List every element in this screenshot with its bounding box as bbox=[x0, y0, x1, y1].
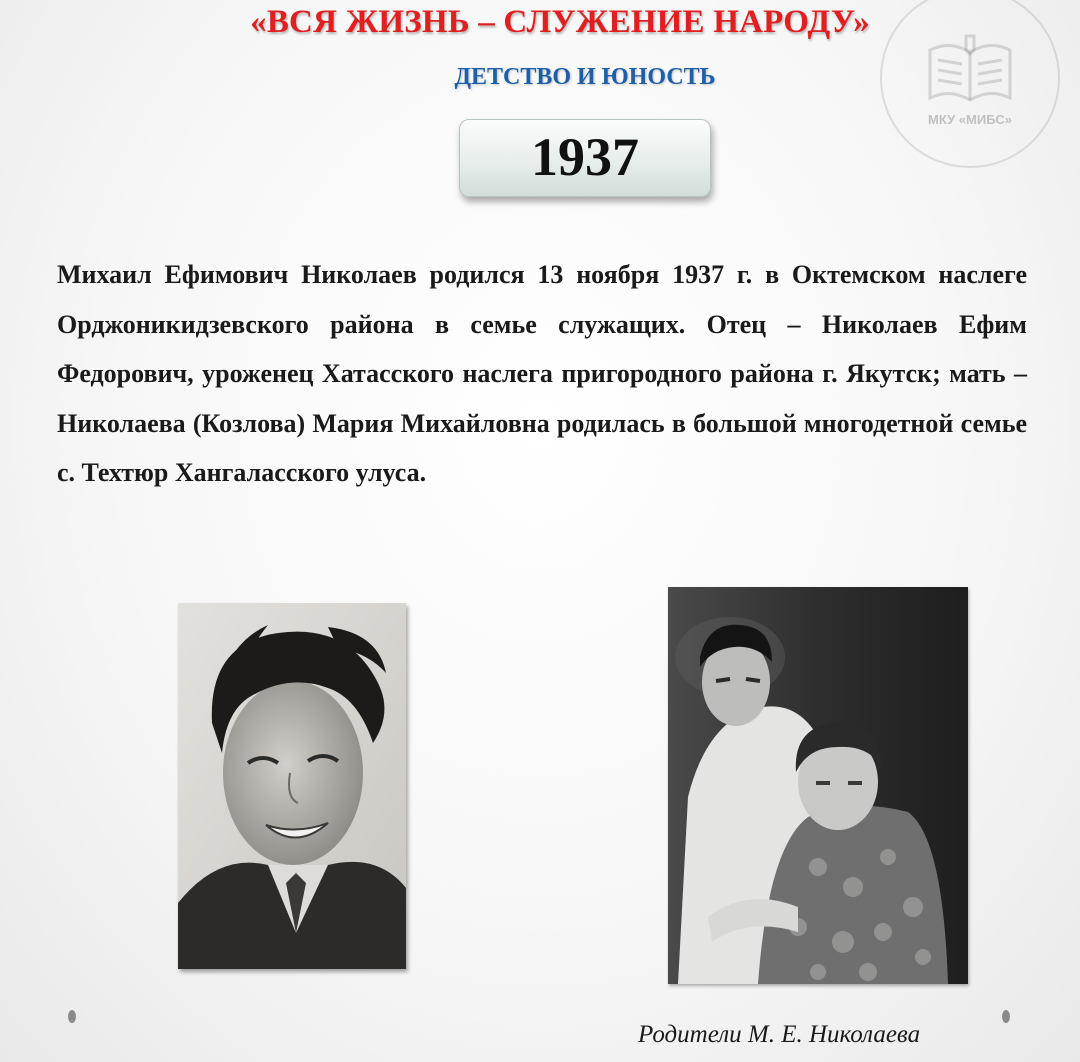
library-stamp-watermark bbox=[880, 0, 1060, 168]
year-badge bbox=[459, 119, 711, 197]
parents-photo bbox=[668, 587, 968, 984]
biography-paragraph: Михаил Ефимович Николаев родился 13 ноября 1937 г. в Октемском наслеге Орджоникидзевского района в семье служащих. Отец – Николаев Ефим Федорович, уроженец Хатасского наслега пригородного района г. Якутск; мать – Николаева (Козлова) Мария Михайловна родилась в большой многодетной семье с. Техтюр Хангаласского улуса. bbox=[57, 260, 1027, 488]
slide-nav-dot-left bbox=[68, 1010, 76, 1023]
year-label: 1937 bbox=[531, 127, 639, 187]
slide-nav-dot-right bbox=[1002, 1010, 1010, 1023]
parents-photo-caption: Родители М. Е. Николаева bbox=[638, 1021, 921, 1048]
stamp-label: МКУ «МИБС» bbox=[928, 112, 1012, 127]
open-book-icon bbox=[922, 28, 1018, 108]
page-title: «ВСЯ ЖИЗНЬ – СЛУЖЕНИЕ НАРОДУ» bbox=[250, 4, 870, 40]
portrait-photo bbox=[178, 603, 406, 969]
section-subtitle: ДЕТСТВО И ЮНОСТЬ bbox=[454, 64, 716, 90]
